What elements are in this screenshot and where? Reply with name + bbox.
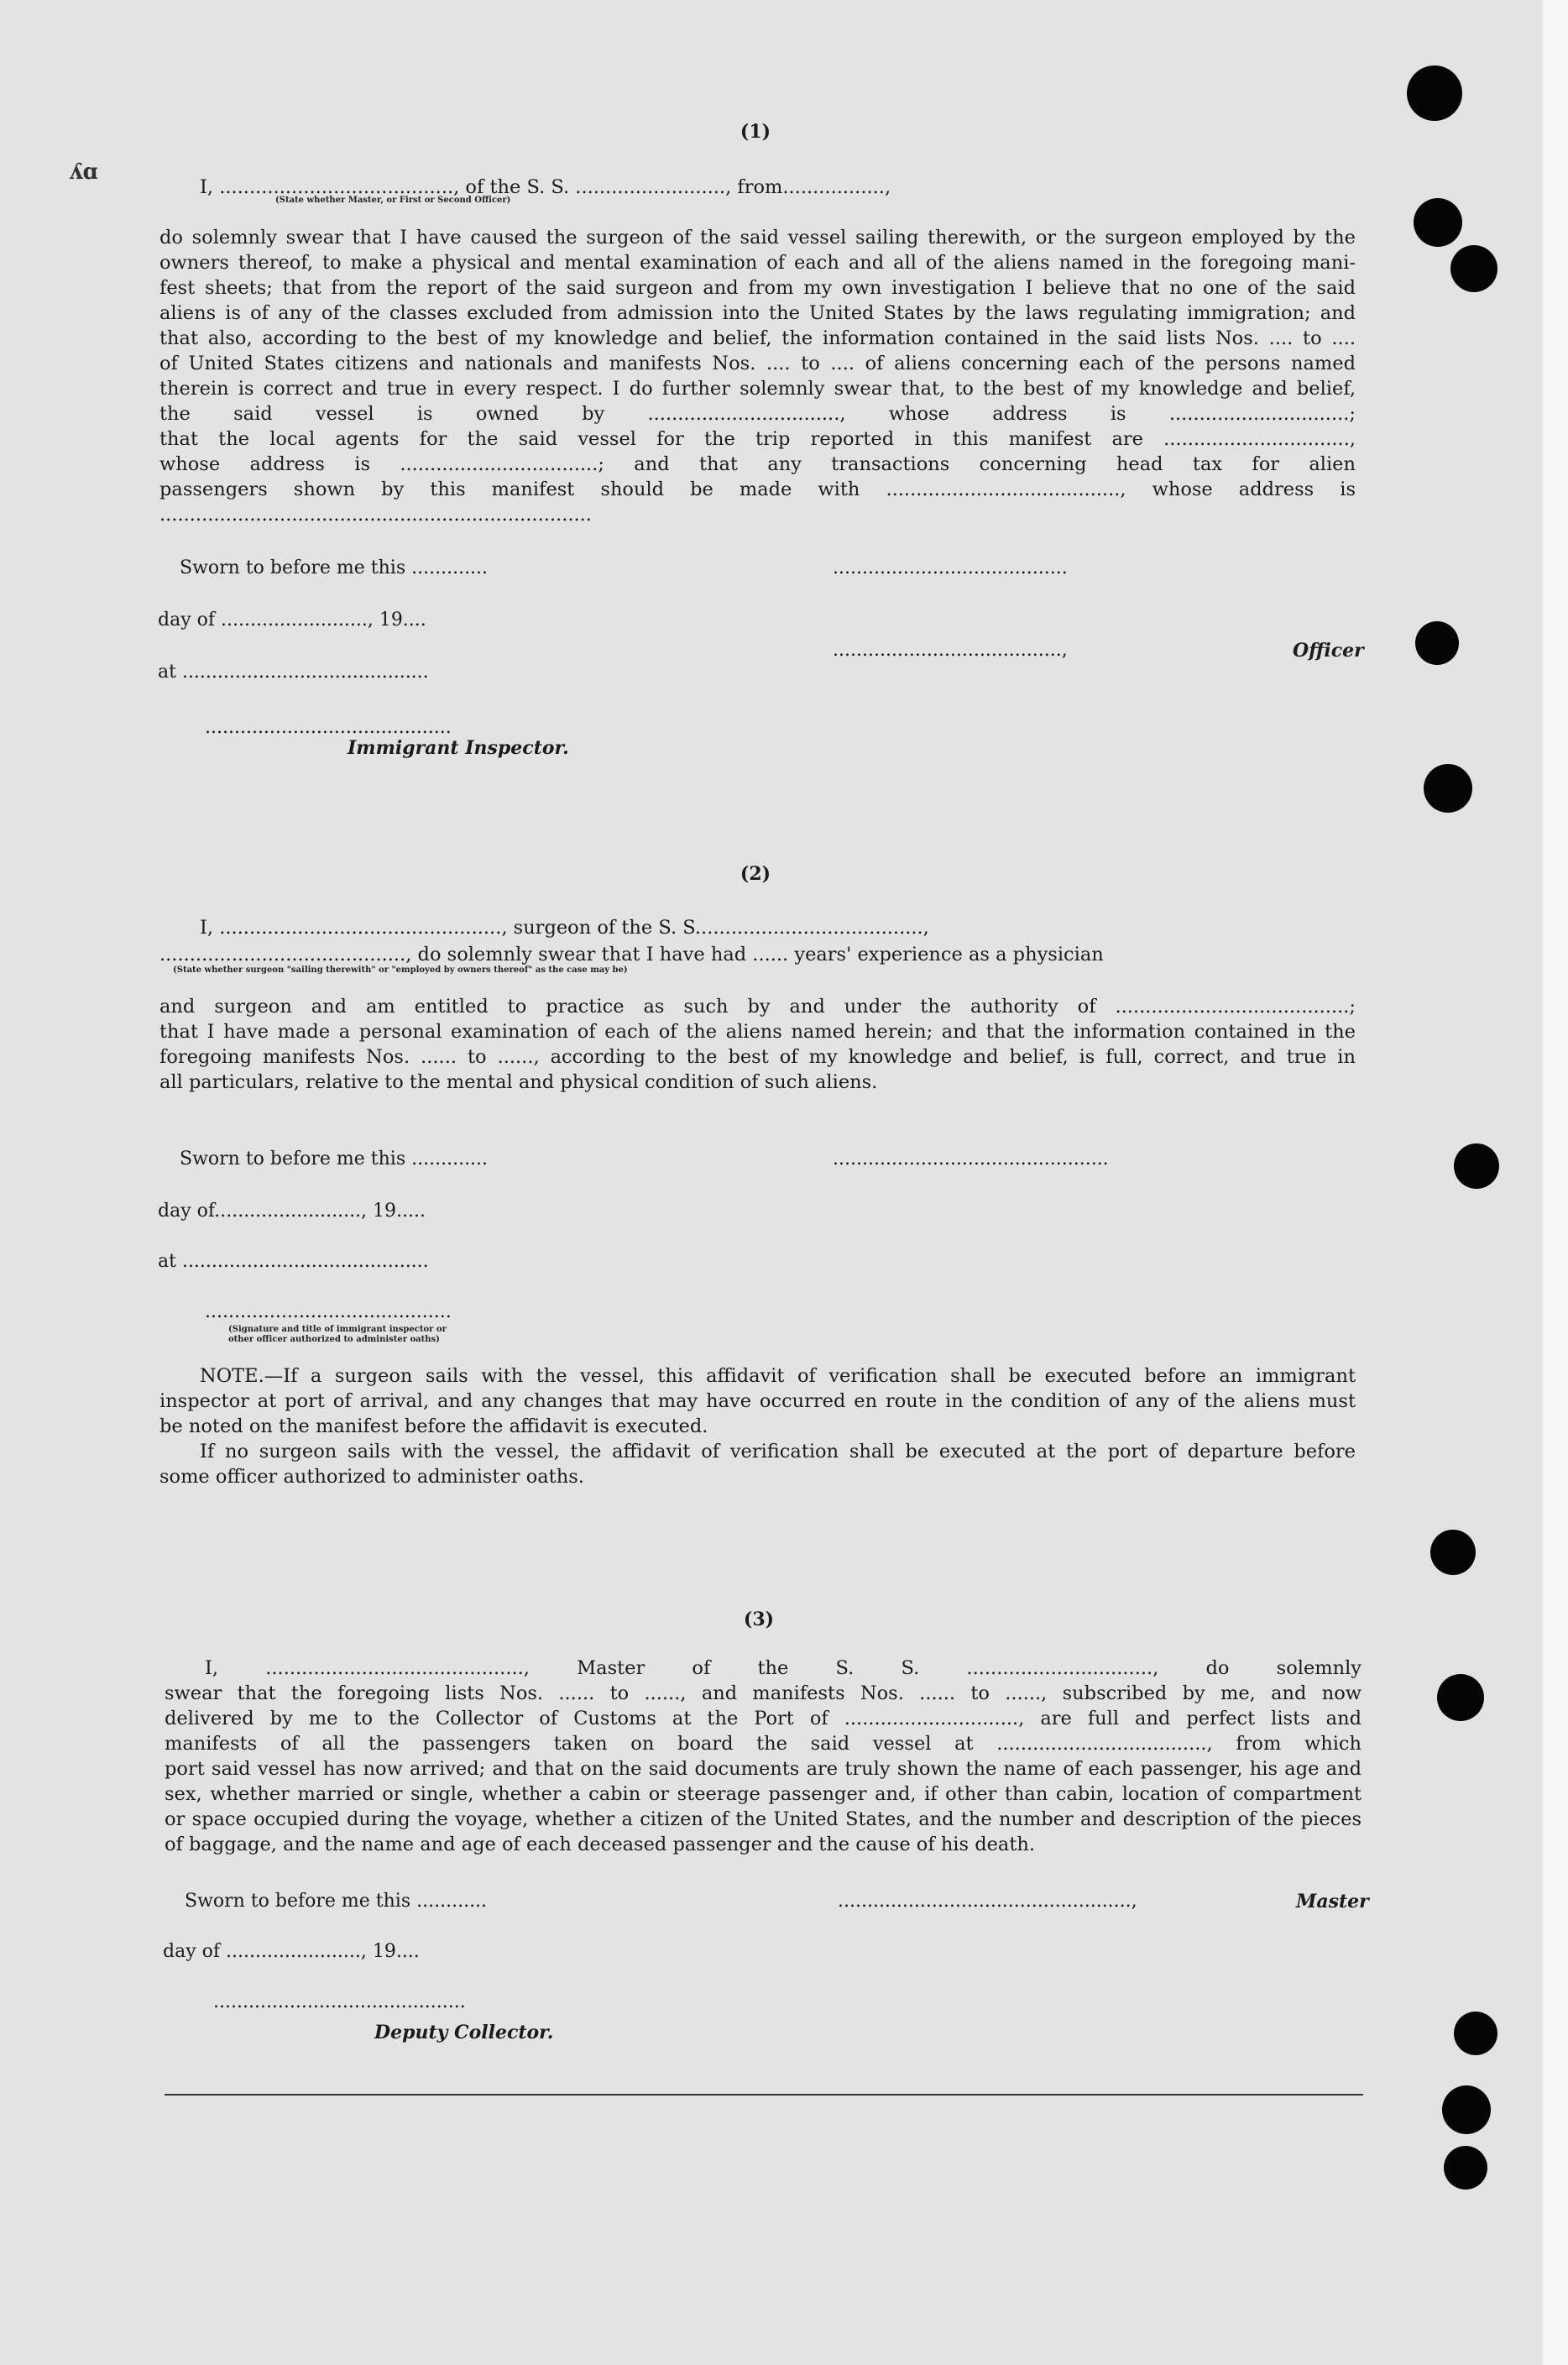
section-1-line: ........................................................................ (159, 504, 592, 526)
punch-hole (1454, 2012, 1497, 2055)
section-2-note (159, 1363, 1356, 1489)
section-2-second-line: ........................................., do solemnly swear that I have had ...... years' experience as a physician (159, 944, 1104, 965)
section-2-line: foregoing manifests Nos. ...... to ......, according to the best of my knowledge and belief, is full, correct, and true in (159, 1046, 1356, 1068)
section-2-sworn-signature-line: ............................................... (833, 1148, 1109, 1169)
note-line: If no surgeon sails with the vessel, the affidavit of verification shall be executed at the port of departure before (200, 1441, 1356, 1462)
punch-hole (1407, 65, 1462, 121)
section-1-line: that the local agents for the said vessel for the trip reported in this manifest are ..............................., (159, 428, 1356, 450)
section-1-line: do solemnly swear that I have caused the surgeon of the said vessel sailing therewith, or the surgeon employed by the (159, 227, 1356, 249)
section-1-number: (1) (740, 121, 771, 143)
section-2-at: at .......................................... (158, 1251, 429, 1272)
section-3-number: (3) (743, 1609, 775, 1630)
section-2-signature-note: (Signature and title of immigrant inspector or (228, 1325, 447, 1334)
section-3-master-label: Master (1296, 1891, 1369, 1912)
section-2-second-line-note: (State whether surgeon "sailing therewith" or "employed by owners thereof" as the case may be) (173, 965, 628, 975)
section-3-body (165, 1656, 1362, 1857)
section-3-line: swear that the foregoing lists Nos. ...... to ......, and manifests Nos. ...... to ......, subscribed by me, and now (165, 1682, 1362, 1704)
section-1-sworn: Sworn to before me this ............. (180, 557, 489, 578)
punch-hole (1414, 198, 1462, 247)
section-1-officer-line: ......................................., (833, 640, 1068, 661)
section-1-officer-label: Officer (1293, 640, 1364, 662)
punch-hole (1442, 2085, 1491, 2134)
section-1-inspector-label: Immigrant Inspector. (348, 737, 569, 759)
punch-hole (1444, 2146, 1487, 2190)
section-2-number: (2) (740, 863, 771, 885)
section-3-line: of baggage, and the name and age of each deceased passenger and the cause of his death. (165, 1834, 1036, 1855)
page-edge (1543, 0, 1568, 2365)
section-1-line: aliens is of any of the classes excluded from admission into the United States by the laws regulating immigration; and (159, 302, 1356, 324)
section-2-line: that I have made a personal examination of each of the aliens named herein; and that the information contained in the (159, 1021, 1356, 1043)
section-2-line: and surgeon and am entitled to practice as such by and under the authority of .......................................; (159, 996, 1356, 1018)
section-1-line: fest sheets; that from the report of the said surgeon and from my own investigation I believe that no one of the said (159, 277, 1356, 299)
section-3-line: I, ..........................................., Master of the S. S. ..............................., do solemnly (205, 1657, 1362, 1679)
note-line: NOTE.—If a surgeon sails with the vessel, this affidavit of verification shall be executed before an immigrant (200, 1365, 1356, 1387)
section-2-signature-line: .......................................... (205, 1301, 452, 1322)
section-2-line: all particulars, relative to the mental and physical condition of such aliens. (159, 1071, 878, 1093)
note-line: be noted on the manifest before the affidavit is executed. (159, 1415, 708, 1437)
section-1-sworn-signature-line: ........................................ (833, 557, 1068, 578)
section-3-line: sex, whether married or single, whether a cabin or steerage passenger and, if other than cabin, location of compartment (165, 1783, 1362, 1805)
section-3-line: delivered by me to the Collector of Customs at the Port of ............................., are full and perfect lists and (165, 1708, 1362, 1729)
section-2-signature-note: other officer authorized to administer oaths) (228, 1335, 440, 1344)
section-2-first-line: I, ..............................................., surgeon of the S. S......................................, (200, 917, 929, 939)
section-1-line: the said vessel is owned by ................................, whose address is ..............................; (159, 403, 1356, 425)
section-1-day: day of ........................., 19.... (158, 610, 426, 630)
section-3-sworn: Sworn to before me this ............ (185, 1891, 488, 1912)
section-2-day: day of........................., 19..... (158, 1201, 426, 1222)
section-2-sworn: Sworn to before me this ............. (180, 1148, 489, 1169)
section-3-day: day of ......................., 19.... (163, 1941, 420, 1962)
section-1-inspector-line: .......................................... (205, 717, 452, 738)
section-3-line: manifests of all the passengers taken on board the said vessel at ..................................., from which (165, 1733, 1362, 1755)
section-1-line: therein is correct and true in every respect. I do further solemnly swear that, to the best of my knowledge and belief, (159, 378, 1356, 400)
punch-hole (1450, 245, 1497, 292)
section-1-at: at .......................................... (158, 662, 429, 683)
section-1-first-line-note: (State whether Master, or First or Second Officer) (275, 196, 511, 205)
section-1-line: owners thereof, to make a physical and mental examination of each and all of the aliens named in the foregoing mani- (159, 252, 1356, 274)
punch-hole (1430, 1530, 1476, 1575)
punch-hole (1424, 764, 1472, 813)
punch-hole (1437, 1674, 1484, 1721)
section-1-line: whose address is .................................; and that any transactions concerning head tax for alien (159, 453, 1356, 475)
section-1-line: passengers shown by this manifest should be made with ......................................., whose address is (159, 479, 1356, 500)
note-line: some officer authorized to administer oaths. (159, 1466, 584, 1488)
section-1-first-line: I, ......................................., of the S. S. ........................., from................., (200, 176, 891, 198)
punch-hole (1415, 621, 1459, 665)
section-2-body (159, 994, 1356, 1095)
section-3-deputy-label: Deputy Collector. (374, 2022, 554, 2043)
section-3-deputy-line: ........................................... (213, 1991, 466, 2012)
section-1-line: of United States citizens and nationals and manifests Nos. .... to .... of aliens concerning each of the persons named (159, 353, 1356, 374)
section-3-line: or space occupied during the voyage, whether a citizen of the United States, and the number and description of the pieces (165, 1808, 1362, 1830)
section-3-master-line: .................................................., (838, 1891, 1137, 1912)
bottom-rule (165, 2094, 1363, 2096)
punch-hole (1454, 1143, 1499, 1189)
section-1-line: that also, according to the best of my knowledge and belief, the information contained in the said lists Nos. .... to .... (159, 327, 1356, 349)
note-line: inspector at port of arrival, and any changes that may have occurred en route in the condition of any of the aliens must (159, 1390, 1356, 1412)
section-1-body (159, 225, 1356, 527)
section-3-line: port said vessel has now arrived; and that on the said documents are truly shown the name of each passenger, his age and (165, 1758, 1362, 1780)
stray-mark: ʎɑ (69, 160, 98, 185)
